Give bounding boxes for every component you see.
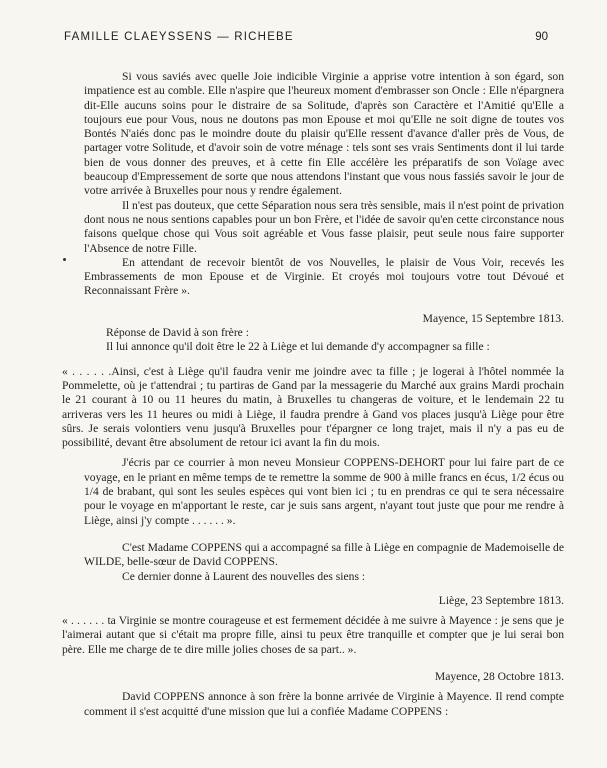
intro-line: Il lui annonce qu'il doit être le 22 à Liège et lui demande d'y accompagner sa fille : — [106, 340, 490, 354]
narrative-paragraph: Ce dernier donne à Laurent des nouvelles des siens : — [122, 569, 366, 583]
margin-dot — [63, 258, 66, 261]
intro-line: Réponse de David à son frère : — [106, 326, 249, 340]
page-header — [64, 31, 548, 47]
narrative-paragraph: David COPPENS annonce à son frère la bonne arrivée de Virginie à Mayence. Il rend compte comment il s'est acquitté d'une mission que lui a confiée Madame COPPENS : — [84, 690, 564, 718]
letter-date: Liège, 23 Septembre 1813. — [438, 593, 564, 607]
narrative-paragraph: C'est Madame COPPENS qui a accompagné sa fille à Liège en compagnie de Mademoiselle de WILDE, belle-sœur de David COPPENS. — [84, 540, 564, 569]
running-title: FAMILLE CLAEYSSENS — RICHEBE — [64, 31, 294, 43]
quote-paragraph: « . . . . . .Ainsi, c'est à Liège qu'il faudra venir me joindre avec ta fille ; je logerai à l'hôtel nommée la Pommelette, où je t'attendrai ; tu partiras de Gand par la messagerie du Marché aux grains Mardi prochain le 21 courant à 10 ou 11 heures du matin, à Bruxelles tu changeras de voiture, et le lendemain 22 tu arriveras vers les 11 heures ou midi à Liège, il faudra prendre à Gand vos places jusqu'à Liège pour être sûrs. Je serais volontiers venu jusqu'à Bruxelles pour t'épargner ce long trajet, mais il n'y a pas eu de possibilité, devant être absolument de retour ici avant la fin du mois. — [62, 364, 564, 450]
page-number: 90 — [535, 31, 548, 43]
page-body — [62, 70, 564, 719]
letter-paragraph: En attendant de recevoir bientôt de vos Nouvelles, le plaisir de Vous Voir, recevés les Embrassements de mon Epouse et de Virginie. Et croyés moi toujours votre tout Dévoué et Reconnaissant Frère ». — [84, 255, 564, 298]
quote-paragraph: « . . . . . . ta Virginie se montre courageuse et est fermement décidée à me suivre à Mayence : je sens que je l'aimerai autant que si c'était ma propre fille, ainsi tu peux être tranquille et compter que je lui serai bon père. Elle me charge de te dire mille jolies choses de sa part.. ». — [62, 614, 564, 656]
letter-paragraph: Si vous saviés avec quelle Joie indicible Virginie a apprise votre intention à son égard, son impatience est au comble. Elle n'aspire que l'heureux moment d'embrasser son Oncle : Elle n'épargnera dit-Elle aucuns soins pour le distraire de sa Solitude, d'après son Caractère et l'Amitié qu'Elle a toujours eue pour Vous, nous ne doutons pas mon Epouse et moi qu'Elle ne soit digne de toutes vos Bontés N'aiés donc pas le moindre doute du plaisir qu'Elle ressent d'avance d'aller près de Vous, de partager votre Solitude, et d'avoir soin de votre ménage : tels sont ses vrais Sentiments dont il lui tarde bien de vous donner des preuves, et à cette fin Elle accélère les préparatifs de son Voïage avec beaucoup d'Empressement de sorte que nous attendons l'instant que vous nous fassiés savoir le jour de votre arrivée à Bruxelles pour nous y rendre également. — [84, 70, 564, 198]
quote-paragraph: J'écris par ce courrier à mon neveu Monsieur COPPENS-DEHORT pour lui faire part de ce voyage, en le priant en même temps de te remettre la somme de 900 à mille francs en écus, 1/2 écus ou 1/4 de brabant, qui sont les seules espèces qui vont bien ici ; tu en prendras ce qui te sera nécessaire pour le voyage en m'apportant le reste, car je suis sans argent, n'ayant tout juste que pour me rendre à Liège, ainsi j'y compte . . . . . . ». — [84, 456, 564, 527]
letter-date: Mayence, 15 Septembre 1813. — [422, 311, 564, 325]
letter-paragraph: Il n'est pas douteux, que cette Séparation nous sera très sensible, mais il n'est point de privation dont nous ne nous sentions capables pour un bon Frère, et l'idée de savoir qu'en cette circonstance nous faisons quelque chose qui Vous soit agréable et Vous fasse plaisir, peut seule nous faire supporter l'Absence de notre Fille. — [84, 198, 564, 255]
letter-date: Mayence, 28 Octobre 1813. — [434, 669, 564, 683]
